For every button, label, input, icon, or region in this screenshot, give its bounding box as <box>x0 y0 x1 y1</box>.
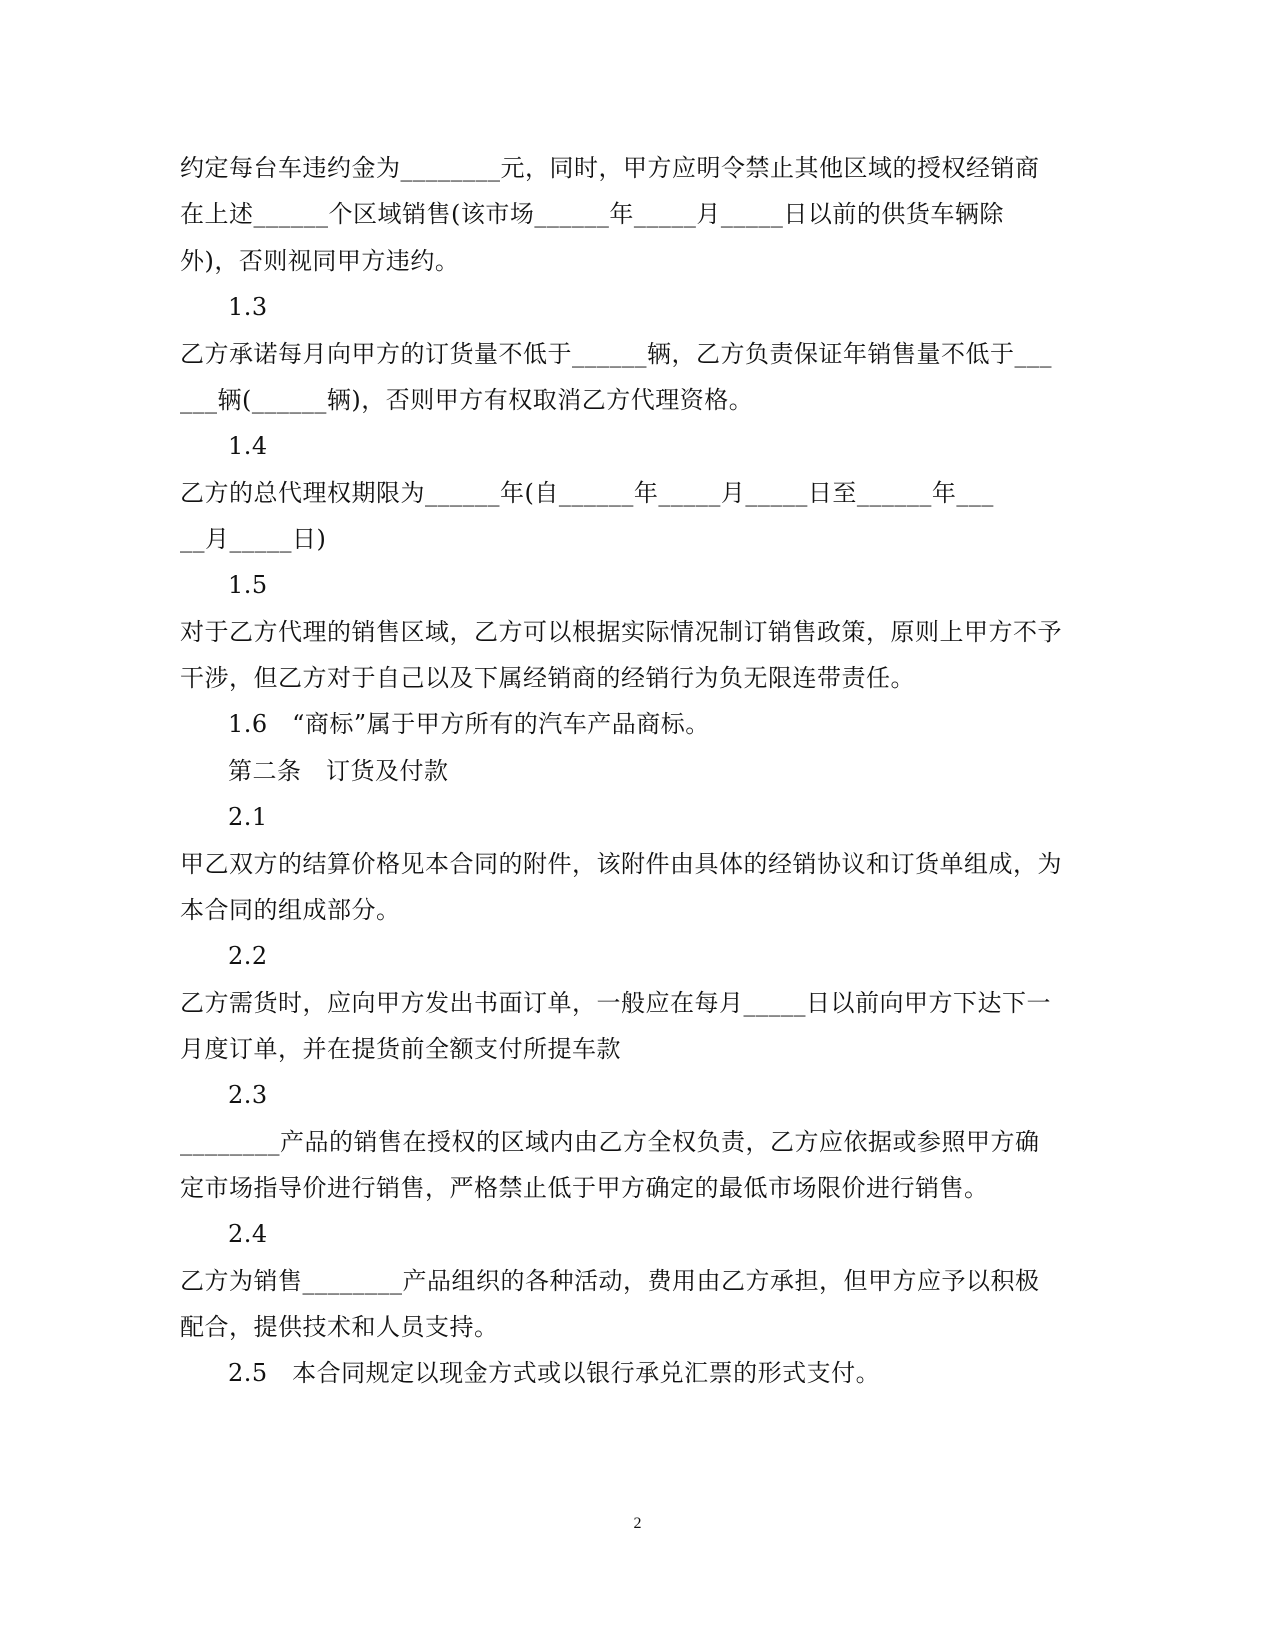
text-line: ________产品的销售在授权的区域内由乙方全权负责，乙方应依据或参照甲方确 <box>180 1128 1040 1156</box>
text-line: ___辆(______辆)，否则甲方有权取消乙方代理资格。 <box>180 386 754 414</box>
page-number: 2 <box>633 1515 642 1532</box>
text-line: 配合，提供技术和人员支持。 <box>180 1313 499 1341</box>
text-line: 月度订单，并在提货前全额支付所提车款 <box>180 1035 621 1063</box>
clause-line: 1.6 “商标”属于甲方所有的汽车产品商标。 <box>228 710 710 738</box>
text-line: 对于乙方代理的销售区域，乙方可以根据实际情况制订销售政策，原则上甲方不予 <box>180 618 1062 646</box>
section-number: 1.3 <box>228 293 268 321</box>
text-line: 外)，否则视同甲方违约。 <box>180 247 460 275</box>
section-number: 1.5 <box>228 571 268 599</box>
section-number: 2.3 <box>228 1081 268 1109</box>
text-line: __月_____日) <box>180 525 327 553</box>
text-line: 在上述______个区域销售(该市场______年_____月_____日以前的供货车辆除 <box>180 200 1004 228</box>
text-line: 本合同的组成部分。 <box>180 896 401 924</box>
section-number: 2.1 <box>228 803 268 831</box>
article-heading: 第二条 订货及付款 <box>228 757 449 785</box>
text-line: 乙方承诺每月向甲方的订货量不低于______辆，乙方负责保证年销售量不低于___ <box>180 340 1052 368</box>
text-line: 乙方为销售________产品组织的各种活动，费用由乙方承担，但甲方应予以积极 <box>180 1267 1040 1295</box>
text-line: 约定每台车违约金为________元，同时，甲方应明令禁止其他区域的授权经销商 <box>180 154 1040 182</box>
text-line: 乙方需货时，应向甲方发出书面订单，一般应在每月_____日以前向甲方下达下一 <box>180 989 1051 1017</box>
section-number: 1.4 <box>228 432 268 460</box>
text-line: 定市场指导价进行销售，严格禁止低于甲方确定的最低市场限价进行销售。 <box>180 1174 989 1202</box>
text-line: 乙方的总代理权期限为______年(自______年_____月_____日至______年___ <box>180 479 994 507</box>
text-line: 甲乙双方的结算价格见本合同的附件，该附件由具体的经销协议和订货单组成，为 <box>180 850 1062 878</box>
section-number: 2.2 <box>228 942 268 970</box>
clause-line: 2.5 本合同规定以现金方式或以银行承兑汇票的形式支付。 <box>228 1359 881 1387</box>
section-number: 2.4 <box>228 1220 268 1248</box>
text-line: 干涉，但乙方对于自己以及下属经销商的经销行为负无限连带责任。 <box>180 664 915 692</box>
